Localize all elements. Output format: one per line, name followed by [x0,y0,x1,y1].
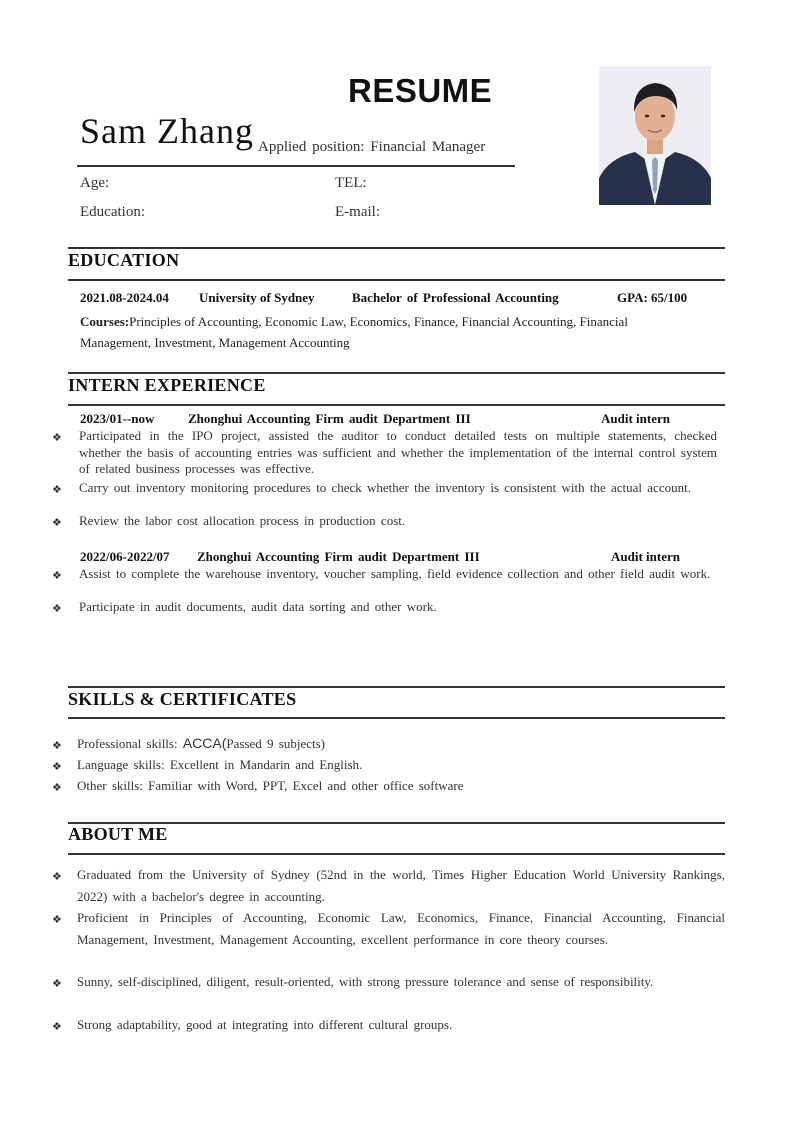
diamond-bullet-icon: ❖ [52,484,62,496]
job-2-bullet-1: Assist to complete the warehouse inventory, voucher sampling, field evidence collection and other field audit work. [79,566,711,581]
skill-other: Other skills: Familiar with Word, PPT, Excel and other office software [77,778,464,793]
education-heading: EDUCATION [68,250,180,270]
skills-bottom-rule [68,717,725,719]
job-2-role: Audit intern [611,549,680,564]
education-bottom-rule [68,279,725,281]
education-gpa: GPA: 65/100 [617,290,688,305]
about-bullet-4: Strong adaptability, good at integrating into different cultural groups. [77,1017,453,1032]
about-bottom-rule [68,853,725,855]
education-period: 2021.08-2024.04 [80,290,169,305]
skills-heading: SKILLS & CERTIFICATES [68,689,297,709]
job-1-company: Zhonghui Accounting Firm audit Department III [188,411,471,426]
intern-bottom-rule [68,404,725,406]
name-divider [77,165,515,167]
diamond-bullet-icon: ❖ [52,871,62,883]
diamond-bullet-icon: ❖ [52,914,62,926]
about-bullet-3: Sunny, self-disciplined, diligent, result-oriented, with strong pressure tolerance and sense of responsibility. [77,974,654,989]
diamond-bullet-icon: ❖ [52,432,62,444]
skill-professional-suffix: Passed 9 subjects) [226,736,326,751]
tel-label: TEL: [335,175,367,191]
applied-position: Applied position: Financial Manager [258,139,486,155]
education-school: University of Sydney [199,290,315,305]
email-label: E-mail: [335,204,380,220]
job-1-role: Audit intern [601,411,670,426]
education-courses [80,314,725,351]
education-degree: Bachelor of Professional Accounting [352,290,559,305]
diamond-bullet-icon: ❖ [52,603,62,615]
diamond-bullet-icon: ❖ [52,1021,62,1033]
job-2-bullet-2: Participate in audit documents, audit data sorting and other work. [79,599,437,614]
courses-label: Courses: [80,314,130,329]
education-label: Education: [80,204,145,220]
intern-top-rule [68,372,725,374]
job-2-company: Zhonghui Accounting Firm audit Department III [197,549,480,564]
job-1-period: 2023/01--now [80,411,155,426]
diamond-bullet-icon: ❖ [52,978,62,990]
resume-title: RESUME [348,72,493,109]
profile-photo [599,66,711,205]
about-bullet-1: Graduated from the University of Sydney (52nd in the world, Times Higher Education World University Rankings, 2022) with a bachelor's degree in accounting. [77,867,725,904]
candidate-name: Sam Zhang [80,111,254,151]
intern-heading: INTERN EXPERIENCE [68,375,266,395]
skill-acca: ACCA( [182,735,227,751]
age-label: Age: [80,175,110,191]
job-1-bullet-3: Review the labor cost allocation process in production cost. [79,513,406,528]
diamond-bullet-icon: ❖ [52,761,62,773]
education-top-rule [68,247,725,249]
about-bullet-2: Proficient in Principles of Accounting, Economic Law, Economics, Finance, Financial Accounting, Financial Management, Investment, Management Accounting, excellent performance in core theory courses. [77,910,725,947]
skill-professional [77,735,325,753]
diamond-bullet-icon: ❖ [52,517,62,529]
job-1-bullet-1: Participated in the IPO project, assisted the auditor to conduct detailed tests on multiple statements, checked whether the basis of accounting entries was sufficient and whether the implementation of the internal control system of related business processes was effective. [79,428,717,476]
courses-line-2: Management, Investment, Management Accounting [80,334,350,350]
courses-line-1: Principles of Accounting, Economic Law, Economics, Finance, Financial Accounting, Financial [129,314,628,329]
skill-language: Language skills: Excellent in Mandarin and English. [77,757,363,772]
job-1-bullet-2: Carry out inventory monitoring procedures to check whether the inventory is consistent with the actual account. [79,480,691,495]
about-heading: ABOUT ME [68,824,168,844]
diamond-bullet-icon: ❖ [52,782,62,794]
skill-professional-prefix: Professional skills: [77,736,183,751]
job-2-period: 2022/06-2022/07 [80,549,170,564]
skills-top-rule [68,686,725,688]
diamond-bullet-icon: ❖ [52,740,62,752]
diamond-bullet-icon: ❖ [52,570,62,582]
